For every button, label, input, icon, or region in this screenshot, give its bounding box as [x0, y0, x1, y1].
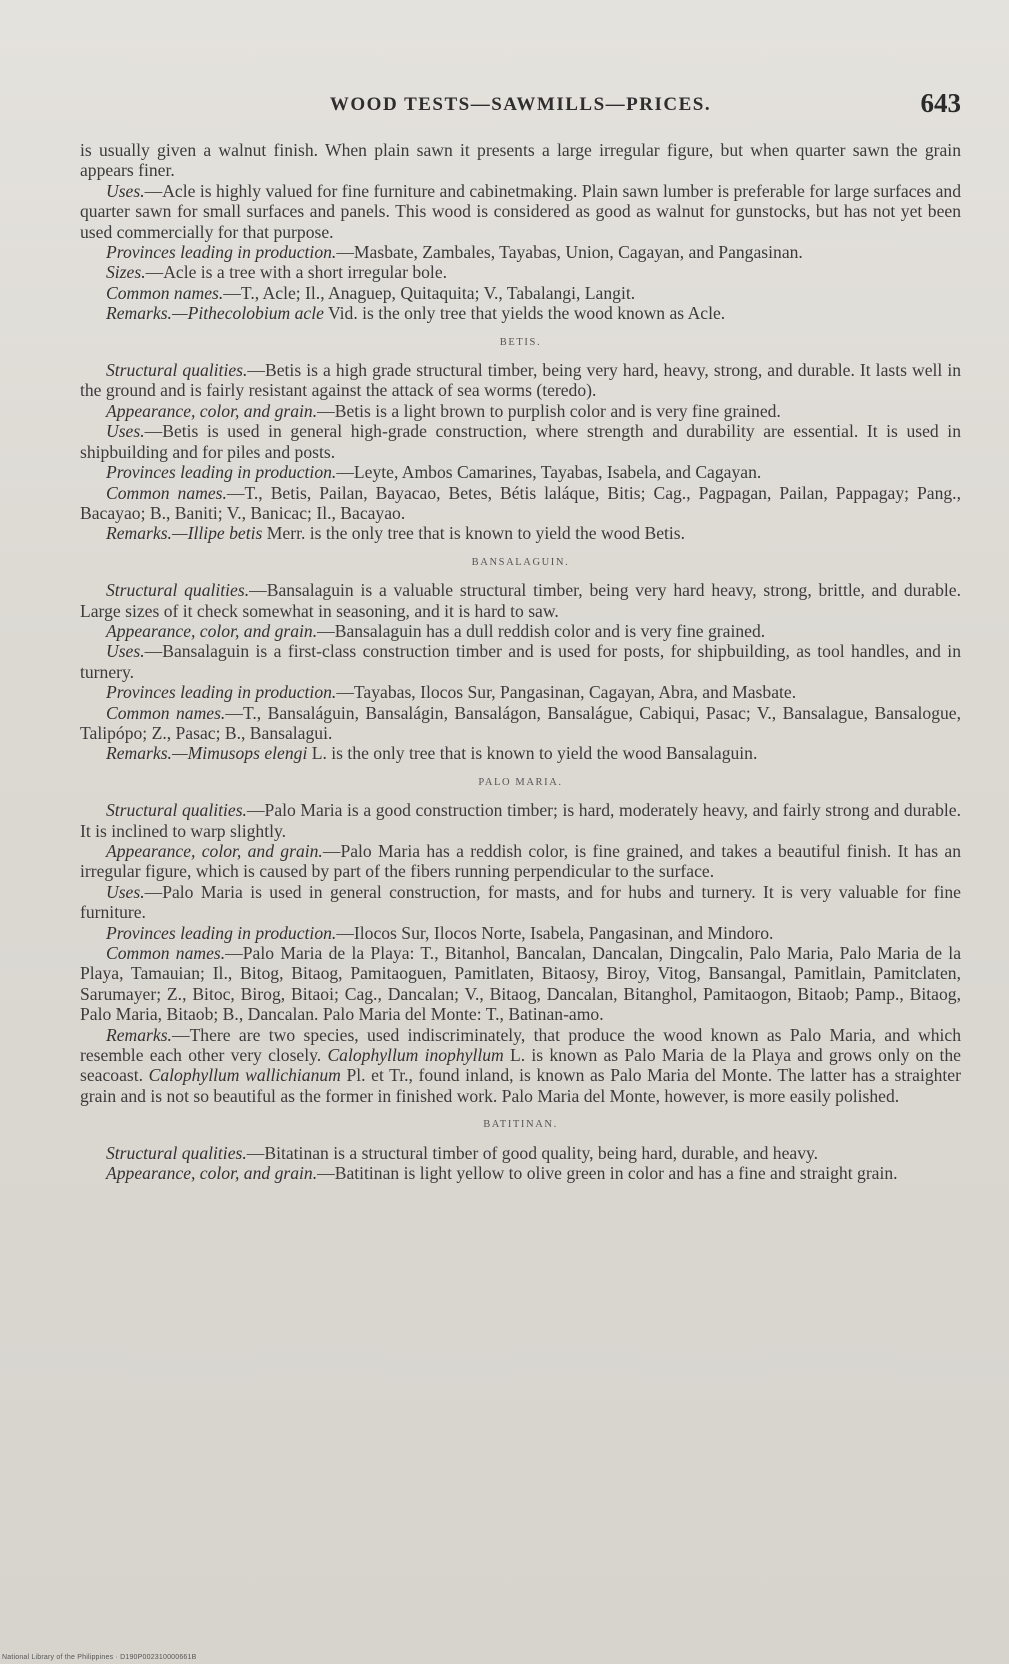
paragraph — [80, 1143, 961, 1163]
paragraph-label: Common names. — [106, 943, 226, 964]
section-heading: BANSALAGUIN. — [471, 556, 570, 568]
paragraph — [80, 1163, 961, 1183]
paragraph — [80, 621, 961, 641]
paragraph-text: Pl. et Tr., found inland, is known as Palo Maria del Monte. The latter has a straighter grain and is not so beautiful as the former in finished work. Palo Maria del Monte, however, is more easily polished. — [80, 1065, 961, 1106]
paragraph-text: —Bitatinan is a structural timber of good quality, being hard, durable, and heavy. — [246, 1142, 819, 1163]
paragraph-label: Appearance, color, and grain. — [106, 1163, 318, 1184]
species-name: Calophyllum inophyllum — [327, 1045, 504, 1066]
paragraph-text: —Betis is a high grade structural timber, being very hard, heavy, strong, and durable. It lasts well in the ground and is fairly resistant against the attack of sea worms (teredo). — [80, 360, 962, 401]
paragraph-label: Uses. — [106, 641, 145, 662]
paragraph-text: Merr. is the only tree that is known to yield the wood Betis. — [262, 523, 686, 544]
paragraph-text: —Bansalaguin is a valuable structural timber, being very hard heavy, strong, brittle, and durable. Large sizes of it check somewhat in seasoning, and it is hard to saw. — [80, 580, 961, 621]
paragraph-label: Common names. — [106, 702, 226, 723]
paragraph-label: Remarks. — [106, 523, 172, 544]
paragraph — [80, 303, 961, 323]
paragraph — [80, 682, 961, 702]
paragraph-label: Sizes. — [106, 262, 146, 283]
page-number: 643 — [920, 88, 961, 118]
paragraph — [80, 242, 961, 262]
paragraph — [80, 841, 961, 882]
paragraph — [80, 462, 961, 482]
paragraph-label: Remarks. — [106, 1024, 172, 1045]
page-header — [80, 88, 961, 128]
paragraph-text: —Acle is highly valued for fine furniture and cabinetmaking. Plain sawn lumber is preferable for large surfaces and quarter sawn for small surfaces and panels. This wood is considered as good as walnut for gunstocks, but has not yet been used commercially for that purpose. — [80, 180, 961, 242]
paragraph-text: —T., Bansaláguin, Bansalágin, Bansalágon, Bansalágue, Cabiqui, Pasac; V., Bansalague, Bansalogue, Talipópo; Z., Pasac; B., Bansalagui. — [80, 702, 961, 743]
paragraph — [80, 283, 961, 303]
paragraph-text: —Tayabas, Ilocos Sur, Pangasinan, Cagayan, Abra, and Masbate. — [336, 682, 797, 703]
paragraph-text: —Batitinan is light yellow to olive green in color and has a fine and straight grain. — [317, 1163, 898, 1184]
paragraph-text: —Masbate, Zambales, Tayabas, Union, Cagayan, and Pangasinan. — [336, 242, 803, 263]
paragraph-text: —Bansalaguin is a first-class construction timber and is used for posts, for shipbuilding, as tool handles, and in turnery. — [80, 641, 961, 682]
paragraph — [80, 360, 961, 401]
section-heading: BETIS. — [499, 336, 542, 348]
paragraph-text: —Acle is a tree with a short irregular bole. — [145, 262, 448, 283]
paragraph-label: Common names. — [106, 282, 224, 303]
paragraph — [80, 923, 961, 943]
paragraph-text: —T., Betis, Pailan, Bayacao, Betes, Bétis laláque, Bitis; Cag., Pagpagan, Pailan, Pappagay; Pang., Bacayao; B., Baniti; V., Banicac; Il., Bacayao. — [80, 482, 961, 523]
species-name: —Mimusops elengi — [171, 743, 308, 764]
paragraph — [80, 421, 961, 462]
paragraph-label: Structural qualities. — [106, 1142, 247, 1163]
paragraph-text: —Leyte, Ambos Camarines, Tayabas, Isabela, and Cagayan. — [336, 462, 762, 483]
paragraph-text: —There are two species, used indiscriminately, that produce the wood known as Palo Maria, and which resemble each other very closely. — [80, 1024, 961, 1066]
paragraph-text: —Betis is used in general high-grade construction, where strength and durability are essential. It is used in shipbuilding and for piles and posts. — [80, 421, 961, 462]
paragraph-text: —T., Acle; Il., Anaguep, Quitaquita; V., Tabalangi, Langit. — [223, 282, 636, 303]
species-name: —Pithecolobium acle — [171, 303, 324, 324]
paragraph-text: Vid. is the only tree that yields the wood known as Acle. — [323, 303, 726, 324]
paragraph-label: Appearance, color, and grain. — [106, 400, 318, 421]
paragraph-label: Remarks. — [106, 743, 172, 764]
paragraph-text: L. is known as Palo Maria de la Playa and grows only on the seacoast. — [80, 1045, 961, 1086]
paragraph-text: is usually given a walnut finish. When plain sawn it presents a large irregular figure, but when quarter sawn the grain appears finer. — [80, 140, 961, 181]
paragraph-text: —Betis is a light brown to purplish color and is very fine grained. — [317, 400, 781, 421]
paragraph — [80, 140, 961, 181]
paragraph-label: Provinces leading in production. — [106, 682, 337, 703]
paragraph-label: Uses. — [106, 421, 145, 442]
paragraph-label: Appearance, color, and grain. — [106, 620, 318, 641]
species-name: Calophyllum wallichianum — [148, 1065, 341, 1086]
paragraph — [80, 523, 961, 543]
page-body — [80, 140, 961, 1184]
paragraph-label: Provinces leading in production. — [106, 242, 337, 263]
paragraph-label: Provinces leading in production. — [106, 462, 337, 483]
paragraph — [80, 1025, 961, 1107]
paragraph-text: —Palo Maria has a reddish color, is fine grained, and takes a beautiful finish. It has an irregular figure, which is caused by part of the fibers running perpendicular to the surface. — [80, 841, 961, 882]
paragraph-label: Structural qualities. — [106, 800, 247, 821]
paragraph — [80, 181, 961, 242]
paragraph-text: —Bansalaguin has a dull reddish color and is very fine grained. — [317, 620, 766, 641]
paragraph — [80, 743, 961, 763]
paragraph-label: Uses. — [106, 881, 145, 902]
paragraph — [80, 401, 961, 421]
paragraph-text: —Palo Maria de la Playa: T., Bitanhol, Bancalan, Dancalan, Dingcalin, Palo Maria, Palo Maria de la Playa, Tamauian; Il., Bitog, Bitaog, Pamitaoguen, Pamitlaten, Bitaosy, Biroy, Vitog, Bansangal, Pamitlain, Pamitclaten, Sarumayer; Z., Bitoc, Birog, Bitaoi; Cag., Dancalan; V., Bitaog, Dancalan, Bitanghol, Pamitaogon, Bitaob; Pamp., Bitaog, Palo Maria, Bitaob; B., Dancalan. Palo Maria del Monte: T., Batinan-amo. — [80, 943, 962, 1025]
paragraph — [80, 800, 961, 841]
section-heading: PALO MARIA. — [478, 776, 563, 788]
paragraph — [80, 641, 961, 682]
paragraph-label: Structural qualities. — [106, 360, 248, 381]
paragraph — [80, 580, 961, 621]
paragraph-text: —Palo Maria is a good construction timber; is hard, moderately heavy, and fairly strong and durable. It is inclined to warp slightly. — [80, 800, 962, 841]
paragraph-label: Structural qualities. — [106, 580, 250, 601]
paragraph-label: Common names. — [106, 482, 227, 503]
paragraph — [80, 703, 961, 744]
paragraph — [80, 483, 961, 524]
species-name: —Illipe betis — [171, 523, 263, 544]
paragraph-text: L. is the only tree that is known to yield the wood Bansalaguin. — [307, 743, 758, 764]
paragraph — [80, 882, 961, 923]
running-title: WOOD TESTS—SAWMILLS—PRICES. — [329, 94, 712, 115]
paragraph-text: —Palo Maria is used in general construction, for masts, and for hubs and turnery. It is very valuable for fine furniture. — [80, 881, 961, 923]
paragraph — [80, 943, 961, 1025]
paragraph-text: —Ilocos Sur, Ilocos Norte, Isabela, Pangasinan, and Mindoro. — [336, 922, 774, 943]
paragraph — [80, 262, 961, 282]
paragraph-label: Appearance, color, and grain. — [106, 841, 323, 861]
section-heading: BATITINAN. — [483, 1119, 558, 1131]
paragraph-label: Remarks. — [106, 303, 172, 324]
paragraph-label: Provinces leading in production. — [106, 922, 337, 943]
paragraph-label: Uses. — [106, 180, 145, 201]
library-footer: National Library of the Philippines · D190P002310000661B — [2, 1654, 197, 1661]
